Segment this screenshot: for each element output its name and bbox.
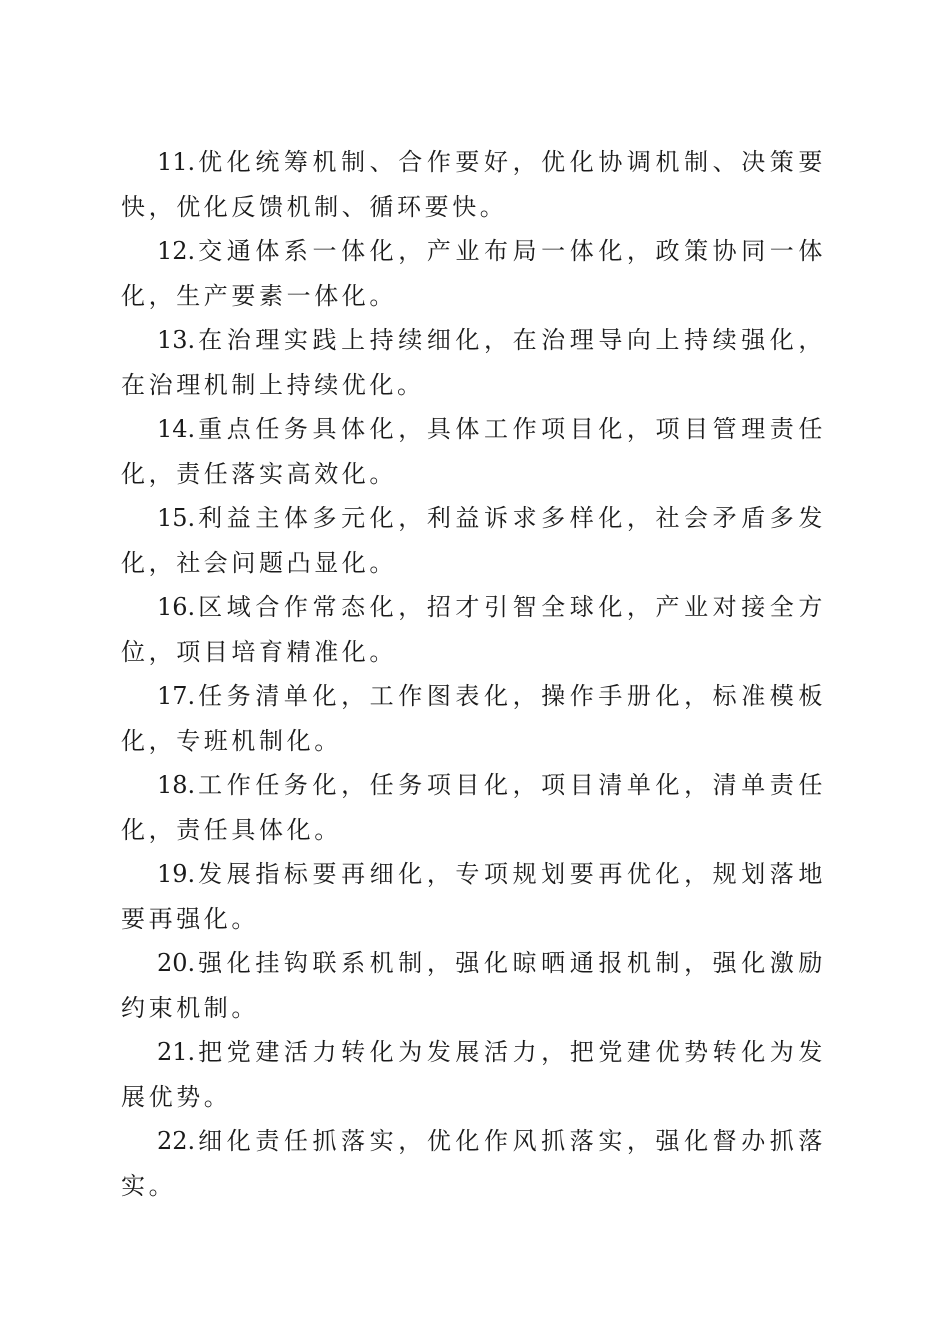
list-item-18 <box>121 763 826 852</box>
document-body <box>121 140 826 1208</box>
list-item-17 <box>121 674 826 763</box>
item-number: 15. <box>157 504 196 532</box>
list-item-12 <box>121 229 826 318</box>
item-number: 22. <box>157 1127 196 1155</box>
item-text: 重点任务具体化，具体工作项目化，项目管理责任化，责任落实高效化。 <box>121 415 826 488</box>
item-number: 11. <box>157 148 196 176</box>
list-item-15 <box>121 496 826 585</box>
item-number: 13. <box>157 326 196 354</box>
item-number: 16. <box>157 593 196 621</box>
item-number: 17. <box>157 682 196 710</box>
list-item-21 <box>121 1030 826 1119</box>
item-number: 18. <box>157 771 196 799</box>
item-text: 交通体系一体化，产业布局一体化，政策协同一体化，生产要素一体化。 <box>121 237 826 310</box>
list-item-13 <box>121 318 826 407</box>
item-text: 强化挂钩联系机制，强化晾晒通报机制，强化激励约束机制。 <box>121 949 826 1022</box>
list-item-11 <box>121 140 826 229</box>
item-number: 20. <box>157 949 196 977</box>
item-text: 任务清单化，工作图表化，操作手册化，标准模板化，专班机制化。 <box>121 682 826 755</box>
item-number: 12. <box>157 237 196 265</box>
list-item-14 <box>121 407 826 496</box>
list-item-20 <box>121 941 826 1030</box>
item-text: 细化责任抓落实，优化作风抓落实，强化督办抓落实。 <box>121 1127 826 1200</box>
item-text: 工作任务化，任务项目化，项目清单化，清单责任化，责任具体化。 <box>121 771 826 844</box>
item-text: 区域合作常态化，招才引智全球化，产业对接全方位，项目培育精准化。 <box>121 593 826 666</box>
item-text: 利益主体多元化，利益诉求多样化，社会矛盾多发化，社会问题凸显化。 <box>121 504 826 577</box>
list-item-22 <box>121 1119 826 1208</box>
item-number: 14. <box>157 415 196 443</box>
list-item-16 <box>121 585 826 674</box>
item-text: 优化统筹机制、合作要好，优化协调机制、决策要快，优化反馈机制、循环要快。 <box>121 148 826 221</box>
item-number: 21. <box>157 1038 196 1066</box>
item-text: 发展指标要再细化，专项规划要再优化，规划落地要再强化。 <box>121 860 826 933</box>
item-text: 把党建活力转化为发展活力，把党建优势转化为发展优势。 <box>121 1038 826 1111</box>
item-text: 在治理实践上持续细化，在治理导向上持续强化，在治理机制上持续优化。 <box>121 326 826 399</box>
item-number: 19. <box>157 860 196 888</box>
list-item-19 <box>121 852 826 941</box>
